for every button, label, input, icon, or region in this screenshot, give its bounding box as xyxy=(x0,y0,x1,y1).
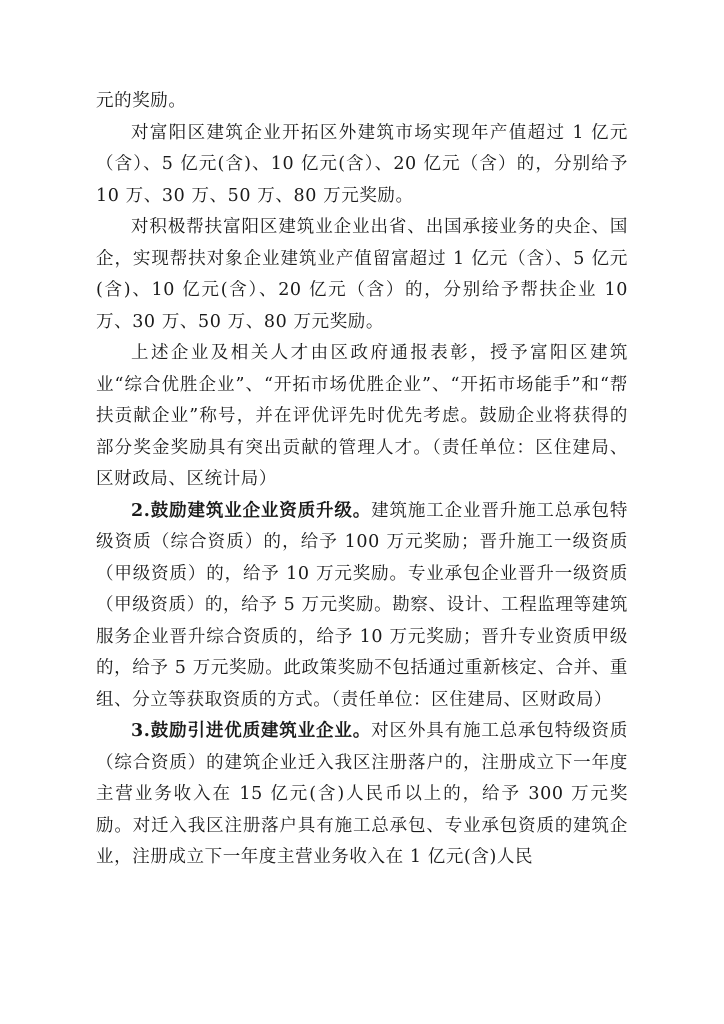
section-heading: 2.鼓励建筑业企业资质升级。 xyxy=(131,500,372,521)
paragraph-text: 对区外具有施工总承包特级资质（综合资质）的建筑企业迁入我区注册落户的，注册成立下一年度主营业务收入在 15 亿元(含)人民币以上的，给予 300 万元奖励。对迁入我区注册落户具有施工总承包、专业承包资质的建筑企业，注册成立下一年度主营业务收入在 1 亿元(含)人民 xyxy=(96,721,629,867)
document-page xyxy=(96,86,628,874)
paragraph-text: 建筑施工企业晋升施工总承包特级资质（综合资质）的，给予 100 万元奖励；晋升施工一级资质（甲级资质）的，给予 10 万元奖励。专业承包企业晋升一级资质（甲级资质）的，给予 5 万元奖励。勘察、设计、工程监理等建筑服务企业晋升综合资质的，给予 10 万元奖励；晋升专业资质甲级的，给予 5 万元奖励。此政策奖励不包括通过重新核定、合并、重组、分立等获取资质的方式。（责任单位：区住建局、区财政局） xyxy=(96,500,629,710)
paragraph-text: 元的奖励。 xyxy=(96,91,187,111)
paragraph-text: 上述企业及相关人才由区政府通报表彰，授予富阳区建筑业“综合优胜企业”、“开拓市场优胜企业”、“开拓市场能手”和“帮扶贡献企业”称号，并在评优评先时优先考虑。鼓励企业将获得的部分奖金奖励具有突出贡献的管理人才。（责任单位：区住建局、区财政局、区统计局） xyxy=(96,343,628,489)
paragraph-assistance-award xyxy=(96,212,628,338)
paragraph-enterprise-introduction xyxy=(96,716,628,874)
paragraph-external-market-award xyxy=(96,118,628,213)
paragraph-continuation xyxy=(96,86,628,118)
paragraph-text: 对富阳区建筑企业开拓区外建筑市场实现年产值超过 1 亿元（含）、5 亿元(含)、10 亿元(含）、20 亿元（含）的，分别给予 10 万、30 万、50 万、80 万元奖励。 xyxy=(96,122,628,206)
paragraph-commendation xyxy=(96,338,628,496)
paragraph-qualification-upgrade xyxy=(96,496,628,717)
section-heading: 3.鼓励引进优质建筑业企业。 xyxy=(131,721,372,741)
paragraph-text: 对积极帮扶富阳区建筑业企业出省、出国承接业务的央企、国企，实现帮扶对象企业建筑业产值留富超过 1 亿元（含）、5 亿元(含)、10 亿元(含）、20 亿元（含）的，分别给予帮扶企业 10 万、30 万、50 万、80 万元奖励。 xyxy=(96,217,628,332)
